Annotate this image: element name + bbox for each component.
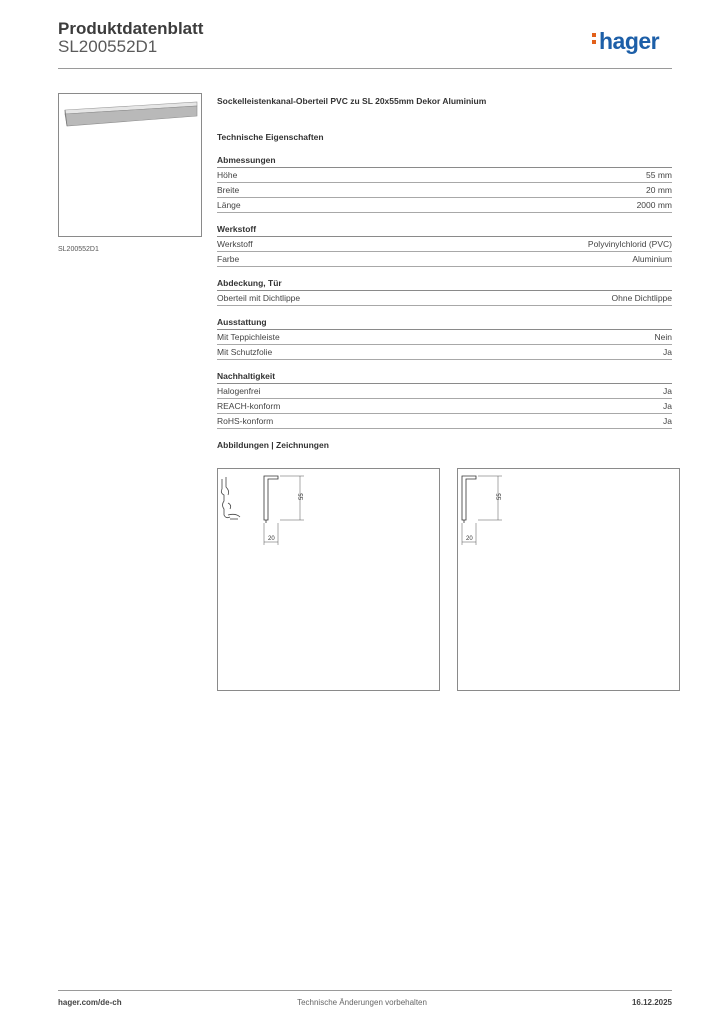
property-row [217,291,672,306]
property-label: Halogenfrei [217,386,261,396]
property-label: Werkstoff [217,239,253,249]
section-title: Abmessungen [217,155,672,168]
profile-drawing-icon [458,469,679,690]
property-value: 2000 mm [636,200,672,210]
property-label: RoHS-konform [217,416,274,426]
profile-drawing-icon [218,469,439,690]
section-4 [217,371,672,429]
property-value: Polyvinylchlorid (PVC) [587,239,672,249]
property-row [217,345,672,360]
section-2 [217,278,672,306]
section-3 [217,317,672,360]
product-image-caption: SL200552D1 [58,246,99,253]
width-dimension-label: 20 [466,536,473,542]
property-label: Breite [217,185,240,195]
property-value: Ja [663,386,672,396]
section-title: Ausstattung [217,317,672,330]
article-number: SL200552D1 [58,37,158,56]
property-label: REACH-konform [217,401,281,411]
property-row [217,237,672,252]
property-label: Oberteil mit Dichtlippe [217,293,301,303]
property-value: Nein [654,332,672,342]
property-row [217,414,672,429]
property-row [217,168,672,183]
figures-heading: Abbildungen | Zeichnungen [217,440,329,450]
section-0 [217,155,672,213]
header-divider [58,68,672,69]
logo-dots-icon [592,30,597,47]
profile-product-icon [59,94,201,236]
technical-drawing-1 [217,468,440,691]
property-label: Farbe [217,254,240,264]
property-value: Ja [663,401,672,411]
width-dimension-label: 20 [268,536,275,542]
property-value: Aluminium [632,254,672,264]
product-title: Sockelleistenkanal-Oberteil PVC zu SL 20x55mm Dekor Aluminium [217,96,487,106]
footer-date: 16.12.2025 [631,998,672,1007]
logo-text: hager [599,28,660,54]
property-value: Ohne Dichtlippe [611,293,672,303]
property-value: 55 mm [646,170,672,180]
properties-sections [217,155,672,429]
property-row [217,252,672,267]
section-title: Abdeckung, Tür [217,278,672,291]
property-row [217,183,672,198]
property-row [217,198,672,213]
property-value: Ja [663,416,672,426]
height-dimension-label: 55 [299,493,305,500]
property-label: Mit Schutzfolie [217,347,273,357]
hager-logo[interactable] [592,28,659,55]
document-title: Produktdatenblatt [58,19,204,38]
main-content [217,96,672,450]
section-title: Werkstoff [217,224,672,237]
property-value: 20 mm [646,185,672,195]
tech-properties-heading: Technische Eigenschaften [217,132,324,142]
property-row [217,384,672,399]
property-label: Höhe [217,170,238,180]
section-title: Nachhaltigkeit [217,371,672,384]
product-image [58,93,202,237]
property-value: Ja [663,347,672,357]
footer-divider [58,990,672,991]
section-1 [217,224,672,267]
height-dimension-label: 55 [497,493,503,500]
technical-drawing-2 [457,468,680,691]
property-label: Länge [217,200,241,210]
footer-disclaimer: Technische Änderungen vorbehalten [297,998,427,1007]
property-label: Mit Teppichleiste [217,332,280,342]
property-row [217,399,672,414]
property-row [217,330,672,345]
footer-website-link[interactable]: hager.com/de-ch [58,998,122,1007]
